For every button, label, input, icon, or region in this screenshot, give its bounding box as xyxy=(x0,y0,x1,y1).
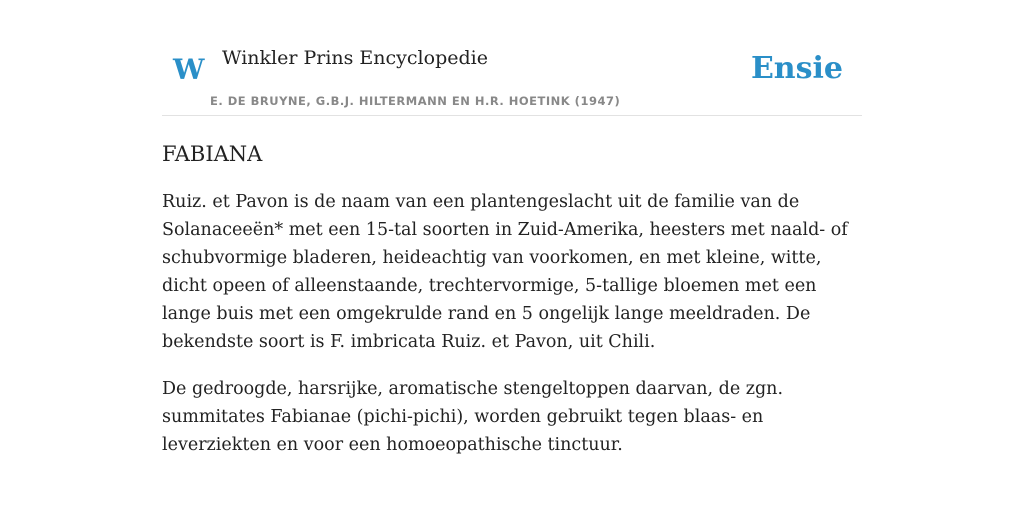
article-paragraph-2: De gedroogde, harsrijke, aromatische stengeltoppen daarvan, de zgn. summitates Fabianae (pichi-pichi), worden gebruikt tegen blaas- en leverziekten en voor een homoeopathische tinctuur. xyxy=(162,379,784,455)
ensie-brand-logo[interactable]: Ensie xyxy=(750,51,843,86)
article-paragraph-1: Ruiz. et Pavon is de naam van een plantengeslacht uit de familie van de Solanaceeën* met een 15-tal soorten in Zuid-Amerika, heesters met naald- of schubvormige bladeren, heideachtig van voorkomen, en met kleine, witte, dicht opeen of alleenstaande, trechtervormige, 5-tallige bloemen met een lange buis met een omgekrulde rand en 5 ongelijk lange meeldraden. De bekendste soort is F. imbricata Ruiz. et Pavon, uit Chili. xyxy=(162,192,848,352)
entry-title: FABIANA xyxy=(162,142,263,166)
publication-title[interactable]: Winkler Prins Encyclopedie xyxy=(222,47,488,69)
authors-line: E. DE BRUYNE, G.B.J. HILTERMANN EN H.R. HOETINK (1947) xyxy=(210,94,621,108)
winkler-prins-logo[interactable]: W xyxy=(173,53,205,86)
article xyxy=(162,138,862,459)
page-header xyxy=(162,40,862,116)
